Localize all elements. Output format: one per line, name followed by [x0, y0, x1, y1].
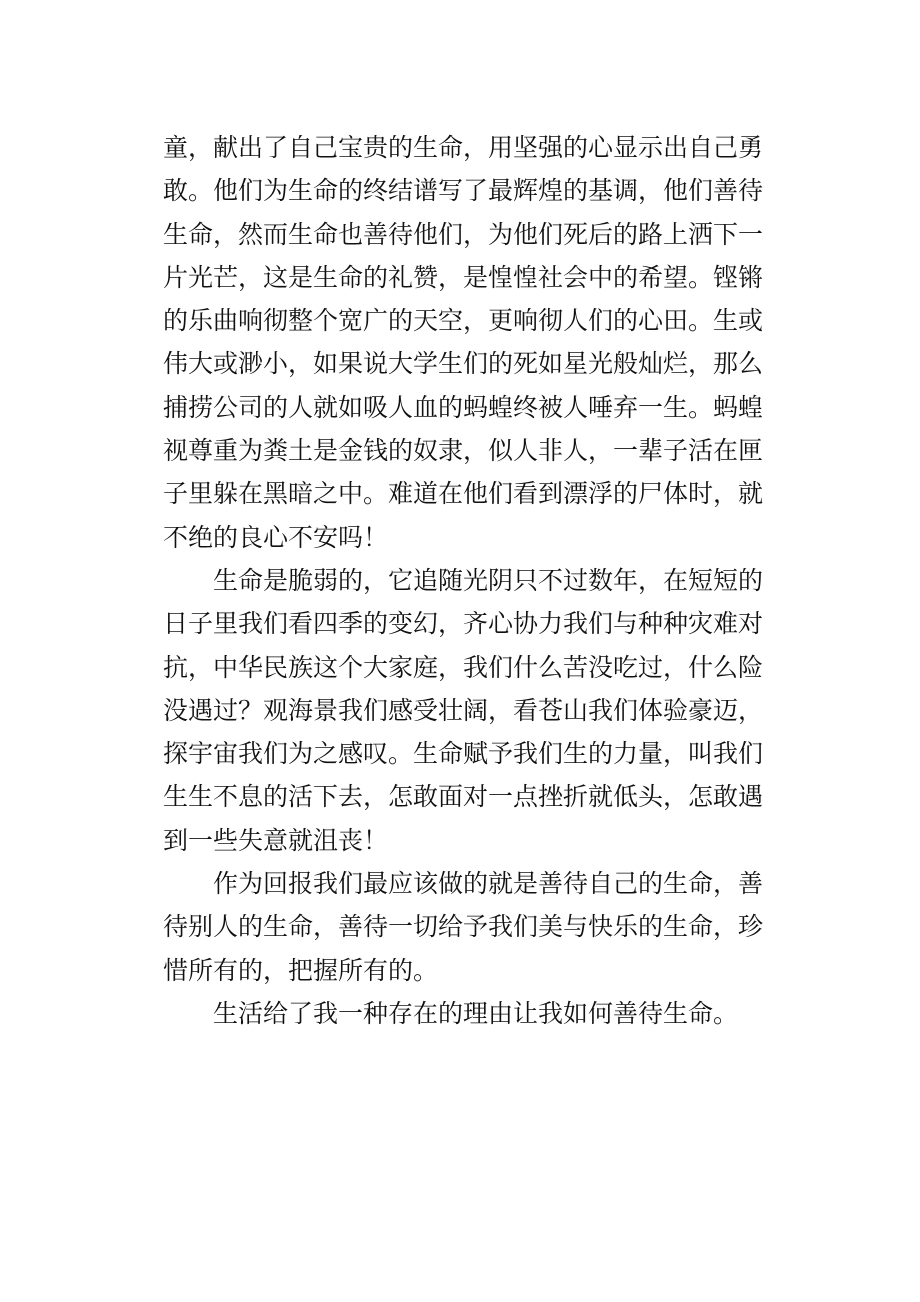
text-line: 没遇过？观海景我们感受壮阔，看苍山我们体验豪迈，: [163, 695, 764, 725]
text-line: 生生不息的活下去，怎敢面对一点挫折就低头，怎敢遇: [163, 782, 764, 812]
paragraph-2: [163, 559, 764, 862]
text-line: 生命，然而生命也善待他们，为他们死后的路上洒下一: [163, 219, 764, 249]
paragraph-1: [163, 126, 764, 559]
text-line: 日子里我们看四季的变幻，齐心协力我们与种种灾难对: [163, 609, 764, 639]
text-line: 片光芒，这是生命的礼赞，是惶惶社会中的希望。铿锵: [163, 262, 764, 292]
text-line: 探宇宙我们为之感叹。生命赋予我们生的力量，叫我们: [163, 739, 764, 769]
document-body: [163, 126, 764, 1035]
text-line: 伟大或渺小，如果说大学生们的死如星光般灿烂，那么: [163, 349, 764, 379]
text-line: 作为回报我们最应该做的就是善待自己的生命，善: [213, 869, 764, 899]
text-line: 惜所有的，把握所有的。: [163, 955, 439, 985]
paragraph-4: [163, 992, 756, 1035]
text-line: 敢。他们为生命的终结谱写了最辉煌的基调，他们善待: [163, 176, 764, 206]
text-line: 生命是脆弱的，它追随光阴只不过数年，在短短的: [213, 565, 764, 595]
text-line: 不绝的良心不安吗！: [163, 522, 389, 552]
text-line: 子里躲在黑暗之中。难道在他们看到漂浮的尸体时，就: [163, 479, 764, 509]
text-line: 视尊重为粪土是金钱的奴隶，似人非人，一辈子活在匣: [163, 436, 764, 466]
text-line: 到一些失意就沮丧！: [163, 825, 389, 855]
text-line: 童，献出了自己宝贵的生命，用坚强的心显示出自己勇: [163, 133, 764, 162]
text-line: 生活给了我一种存在的理由让我如何善待生命。: [213, 998, 739, 1028]
text-line: 抗，中华民族这个大家庭，我们什么苦没吃过，什么险: [163, 652, 764, 682]
text-line: 捕捞公司的人就如吸人血的蚂蝗终被人唾弃一生。蚂蝗: [163, 392, 764, 422]
text-line: 的乐曲响彻整个宽广的天空，更响彻人们的心田。生或: [163, 306, 764, 336]
paragraph-3: [163, 862, 764, 992]
text-line: 待别人的生命，善待一切给予我们美与快乐的生命，珍: [163, 912, 764, 942]
